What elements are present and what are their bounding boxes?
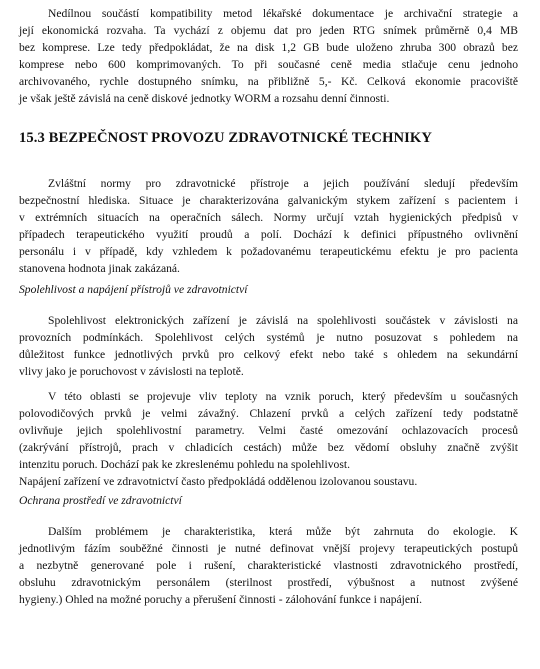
- subheading-environment: Ochrana prostředí ve zdravotnictví: [19, 494, 182, 507]
- paragraph-safety-norms: [19, 176, 518, 277]
- text-line: bez komprese. Lze tedy předpokládat, že na disk 1,2 GB bude uloženo zhruba 300 obrazů bez: [19, 40, 518, 54]
- text-line: intenzitu poruch. Dochází pak ke zkreslenému pohledu na spolehlivost.: [19, 457, 350, 471]
- text-line: Nedílnou součástí kompatibility metod lékařské dokumentace je archivační strategie a: [48, 7, 518, 20]
- text-line: vlivy jako je poruchovost v závislosti na teplotě.: [19, 364, 244, 378]
- section-heading: 15.3 BEZPEČNOST PROVOZU ZDRAVOTNICKÉ TECHNIKY: [19, 130, 433, 146]
- text-line: Spolehlivost elektronických zařízení je závislá na spolehlivosti součástek v závislosti na: [48, 314, 518, 327]
- text-line: a nezbytně generované pole i rušení, charakteristické vlastnosti zdravotnického prostředí,: [19, 558, 518, 572]
- text-line: V této oblasti se projevuje vliv teploty na vznik poruch, který především u současných: [48, 390, 518, 403]
- text-line: důležitost funkce jednotlivých prvků pro celkový efekt nebo také s ohledem na sekundární: [19, 347, 518, 361]
- text-line: polovodičových prvků je velmi závažný. Chlazení prvků a celých zařízení tedy podstatně: [19, 406, 518, 420]
- paragraph-temperature: [19, 389, 518, 490]
- text-line: (zakrývání přístrojů, prach v chladicích cestách) může bez vědomí obsluhy značně zvýšit: [19, 440, 518, 454]
- text-line: provozních podmínkách. Spolehlivost celých systémů je nutno posuzovat s pohledem na: [19, 330, 518, 344]
- subheading-reliability: Spolehlivost a napájení přístrojů ve zdravotnictví: [19, 283, 248, 296]
- text-line: komprese nebo 600 komprimovaných. To při současné ceně media stlačuje cenu jednoho: [19, 57, 518, 71]
- text-line: Napájení zařízení ve zdravotnictví často předpokládá oddělenou izolovanou soustavu.: [19, 474, 418, 488]
- text-line: její ekonomická rozvaha. Ta vychází z objemu dat pro jeden RTG snímek průměrně 0,4 MB: [19, 23, 518, 37]
- text-line: stanovena hodnota jinak zakázaná.: [19, 261, 180, 275]
- paragraph-reliability: [19, 313, 518, 381]
- text-line: obsluhu zdravotnickým personálem (sterilnost prostředí, výbušnost a nutnost zvýšené: [19, 575, 518, 589]
- text-line: je však ještě závislá na ceně diskové jednotky WORM a rozsahu denní činnosti.: [19, 91, 390, 105]
- text-line: hygieny.) Ohled na možné poruchy a přerušení činnosti - zálohování funkce i napájení.: [19, 592, 422, 606]
- text-line: Zvláštní normy pro zdravotnické přístroje a jejich používání sledují především: [48, 177, 518, 190]
- text-line: Dalším problémem je charakteristika, která může být zahrnuta do ekologie. K: [48, 525, 518, 538]
- text-line: jednotlivým fázím souběžné činnosti je nutné definovat vnější projevy terapeutických postupů: [19, 541, 518, 555]
- text-line: ovlivňuje jejich spolehlivostní parametry. Velmi časté omezování ochlazovacích procesů: [19, 423, 518, 437]
- text-line: archivovaného, rychle dostupného snímku, na přibližně 5,- Kč. Celková ekonomie pracoviště: [19, 74, 518, 88]
- paragraph-environment: [19, 524, 518, 609]
- text-line: personálu i v případě, kdy vzhledem k požadovanému terapeutickému efektu je pro pacienta: [19, 244, 518, 258]
- text-line: v extrémních situacích na operačních sálech. Normy určují vztah hygienických předpisů v: [19, 210, 518, 224]
- text-line: případech terapeutického využití proudů a polí. Dochází k definici přípustného ovlivnění: [19, 227, 518, 241]
- paragraph-archiving: [19, 6, 518, 107]
- text-line: bezpečnostní hlediska. Situace je charakterizována galvanickým stykem zařízení s pacientem i: [19, 193, 518, 207]
